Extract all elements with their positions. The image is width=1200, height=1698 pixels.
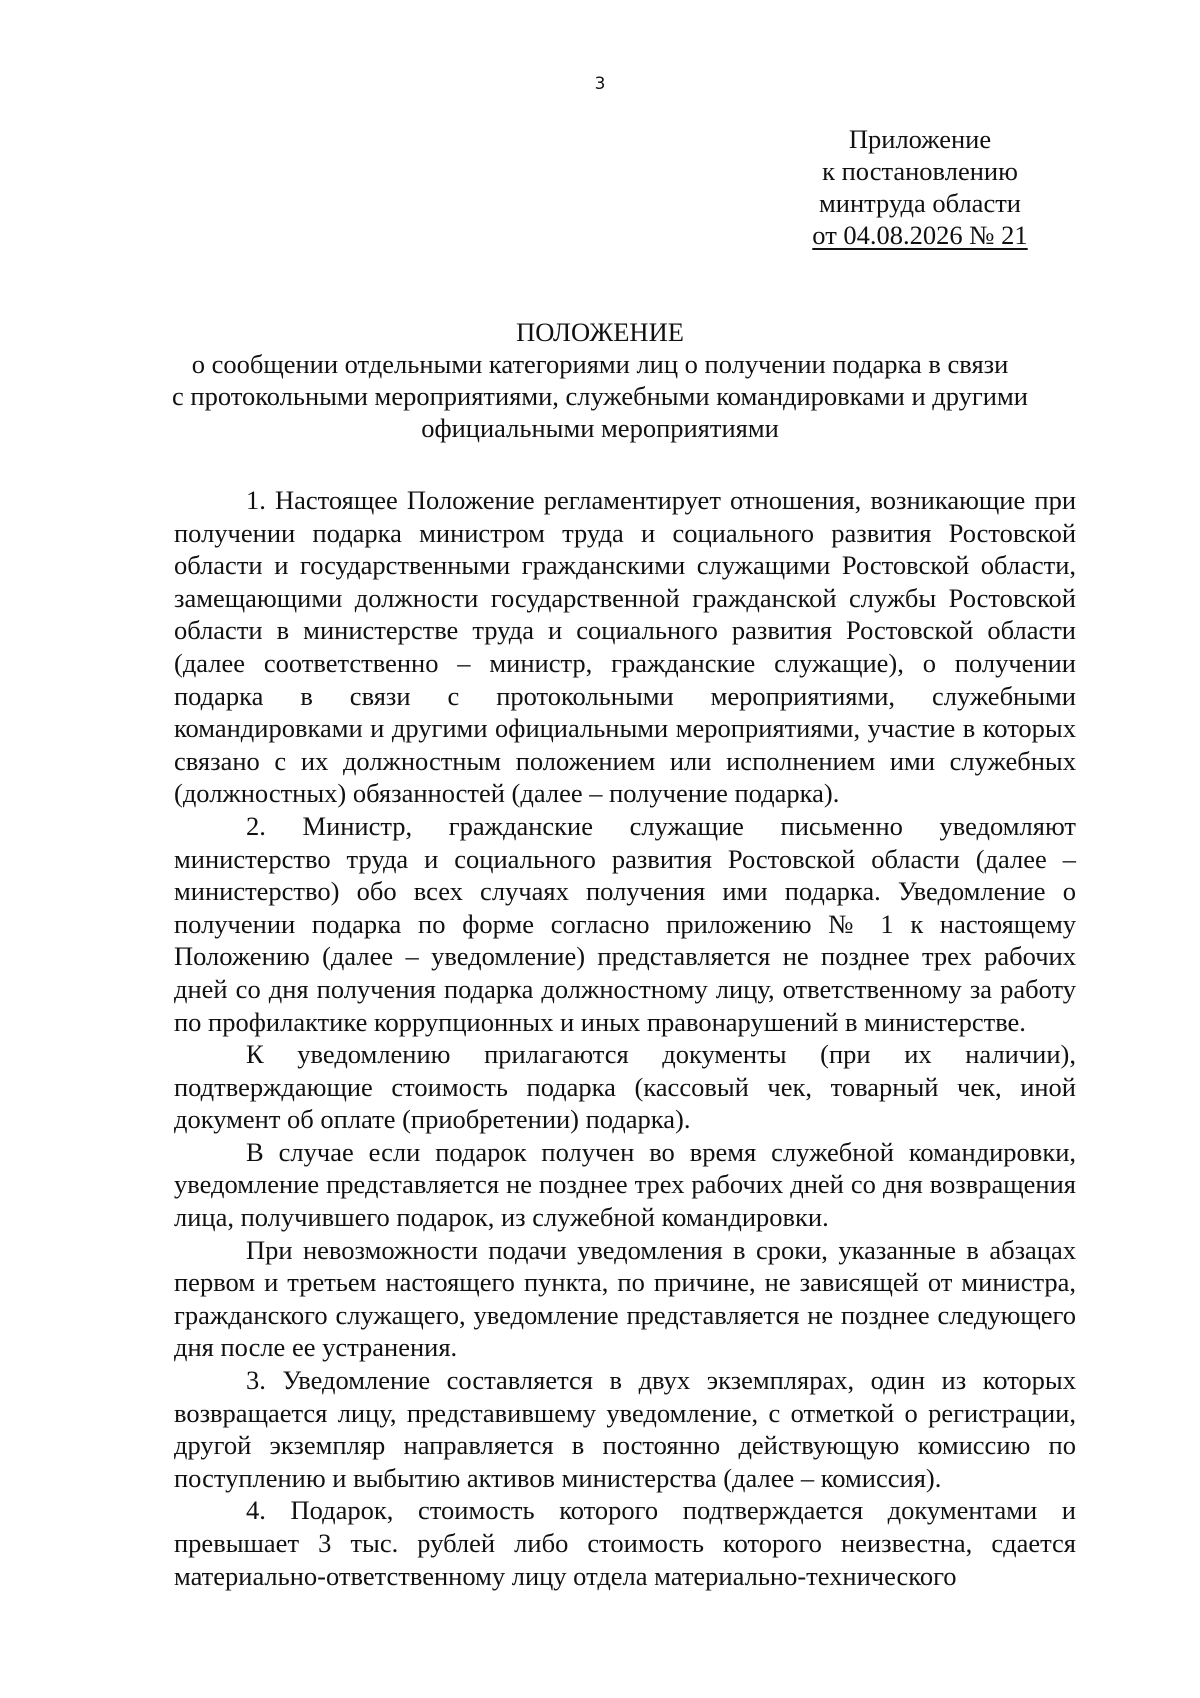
paragraph-3: 3. Уведомление составляется в двух экземплярах, один из которых возвращается лицу, представившему уведомление, с отметкой о регистрации, другой экземпляр направляется в постоянно действующую комиссию по поступлению и выбытию активов министерства (далее – комиссия). (174, 1365, 1076, 1493)
title-subtitle-line-3: официальными мероприятиями (421, 413, 779, 443)
paragraph-4: 4. Подарок, стоимость которого подтверждается документами и превышает 3 тыс. рублей либо стоимость которого неизвестна, сдается материально-ответственному лицу отдела материально-технического (174, 1495, 1076, 1591)
paragraph-2-attachments: К уведомлению прилагаются документы (при их наличии), подтверждающие стоимость подарка (кассовый чек, товарный чек, иной документ об оплате (приобретении) подарка). (174, 1039, 1076, 1135)
approval-date-number: от 04.08.2026 № 21 (812, 220, 1028, 250)
approval-line-2: к постановлению (822, 156, 1018, 186)
page-number: 3 (594, 74, 606, 94)
document-title (150, 316, 1050, 444)
paragraph-2-impossibility: При невозможности подачи уведомления в сроки, указанные в абзацах первом и третьем настоящего пункта, по причине, не зависящей от министра, гражданского служащего, уведомление представляется не позднее следующего дня после ее устранения. (174, 1234, 1076, 1363)
title-subtitle-line-1: о сообщении отдельными категориями лиц о получении подарка в связи (191, 349, 1009, 379)
paragraph-2-business-trip: В случае если подарок получен во время служебной командировки, уведомление представляется не позднее трех рабочих дней со дня возвращения лица, получившего подарок, из служебной командировки. (174, 1136, 1076, 1233)
approval-line-3: минтруда области (819, 188, 1021, 218)
paragraph-1: 1. Настоящее Положение регламентирует отношения, возникающие при получении подарка министром труда и социального развития Ростовской области и государственными гражданскими служащими Ростовской области, замещающими должности государственной гражданской службы Ростовской области в министерстве труда и социального развития Ростовской области (далее соответственно – министр, гражданские служащие), о получении подарка в связи с протокольными мероприятиями, служебными командировками и другими официальными мероприятиями, участие в которых связано с их должностным положением или исполнением ими служебных (должностных) обязанностей (далее – получение подарка). (174, 485, 1076, 809)
document-body (174, 484, 1076, 1592)
paragraph-2: 2. Министр, гражданские служащие письменно уведомляют министерство труда и социального развития Ростовской области (далее – министерство) обо всех случаях получения ими подарка. Уведомление о получении подарка по форме согласно приложению № 1 к настоящему Положению (далее – уведомление) представляется не позднее трех рабочих дней со дня получения подарка должностному лицу, ответственному за работу по профилактике коррупционных и иных правонарушений в министерстве. (174, 810, 1076, 1037)
approval-block (770, 123, 1070, 251)
approval-line-1: Приложение (848, 124, 992, 154)
title-heading: ПОЛОЖЕНИЕ (516, 317, 684, 347)
title-subtitle-line-2: с протокольными мероприятиями, служебными командировками и другими (172, 381, 1028, 411)
